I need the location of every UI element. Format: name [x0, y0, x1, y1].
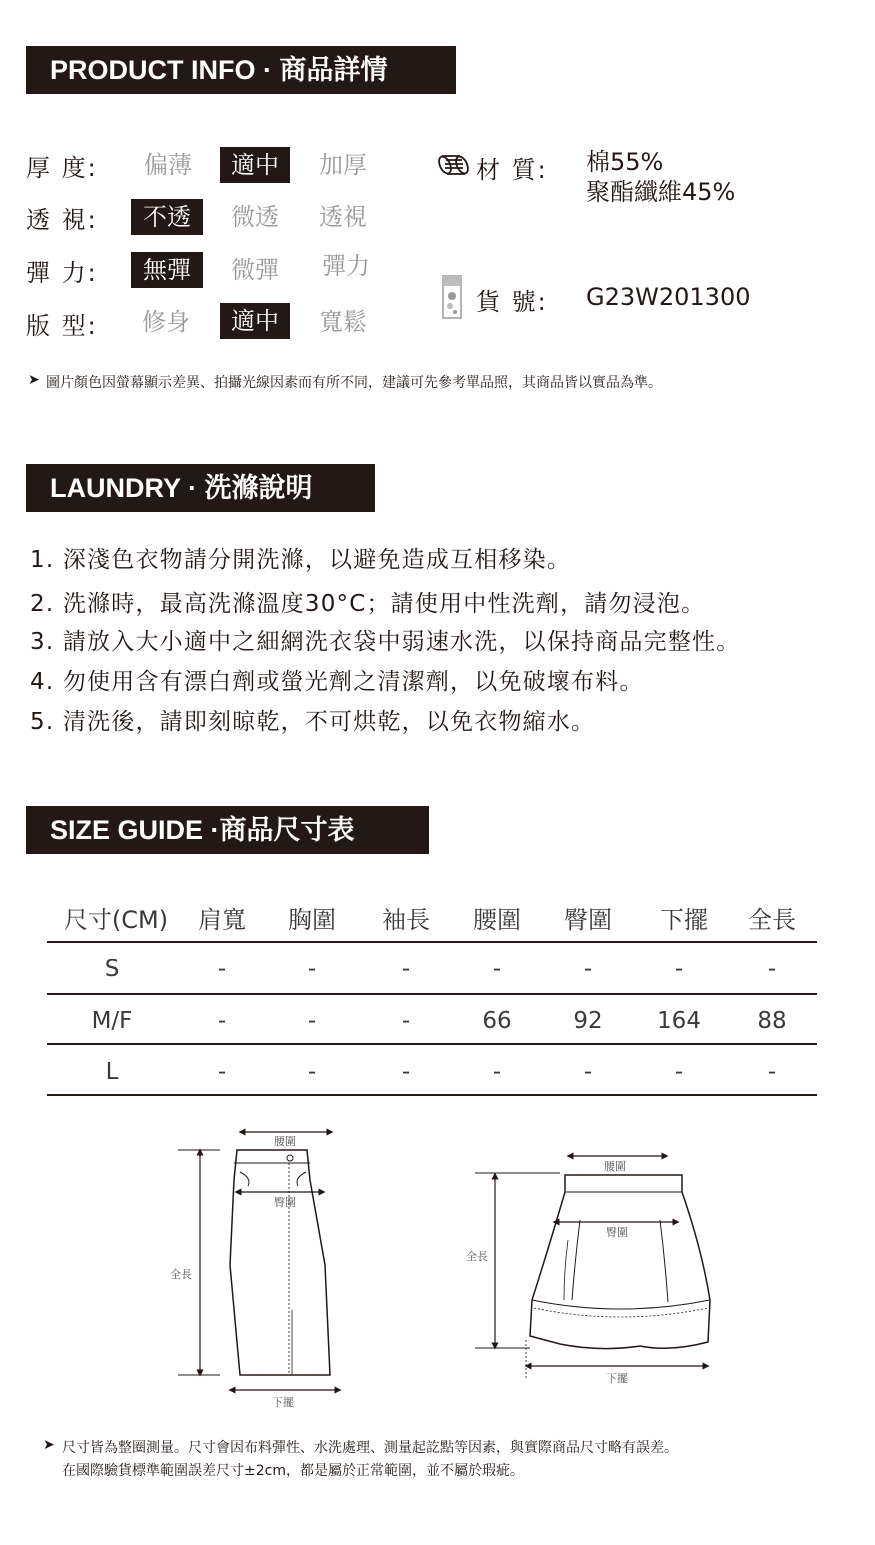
table-rule-header [47, 941, 817, 943]
col-header-size: 尺寸(CM) [63, 906, 169, 934]
option-opaque-selected: 不透 [131, 199, 203, 235]
cell-length: 88 [757, 1008, 787, 1034]
col-header-shoulder: 肩寬 [198, 906, 246, 934]
attr-label-thickness: 厚 度: [26, 154, 98, 182]
size-note-line-2: 在國際驗貨標準範圍誤差尺寸±2cm，都是屬於正常範圍，並不屬於瑕疵。 [62, 1463, 524, 1479]
attr-label-fit: 版 型: [26, 312, 98, 340]
diagram-label-hip: 臀圍 [606, 1226, 628, 1239]
cell-hip: 92 [573, 1008, 603, 1034]
diagram-label-hem: 下擺 [272, 1396, 294, 1409]
col-header-waist: 腰圍 [473, 906, 521, 934]
option-loose: 寬鬆 [319, 308, 367, 336]
table-rule-row2 [47, 1043, 817, 1045]
laundry-item-3: 3. 請放入大小適中之細網洗衣袋中弱速水洗，以保持商品完整性。 [30, 629, 741, 655]
diagram-label-length: 全長 [466, 1250, 488, 1263]
cell-hip: - [583, 956, 593, 982]
col-header-hip: 臀圍 [564, 906, 612, 934]
product-info-header: PRODUCT INFO · 商品詳情 [26, 46, 456, 94]
col-header-sleeve: 袖長 [382, 906, 430, 934]
tag-icon [440, 274, 464, 320]
size-note-line-1: 尺寸皆為整圈測量。尺寸會因布料彈性、水洗處理、測量起訖點等因素，與實際商品尺寸略有誤差。 [62, 1440, 678, 1456]
cell-shoulder: - [217, 956, 227, 982]
laundry-header: LAUNDRY · 洗滌說明 [26, 464, 375, 512]
option-slight-stretch: 微彈 [231, 256, 279, 284]
option-regular-selected: 適中 [220, 303, 290, 339]
option-sheer: 透視 [319, 203, 367, 231]
note-arrow-icon: ➤ [28, 372, 40, 388]
cell-waist: - [492, 956, 502, 982]
thread-spool-icon [436, 150, 472, 180]
cell-waist: - [492, 1059, 502, 1085]
item-no-label: 貨 號: [476, 288, 548, 316]
cell-length: - [767, 1059, 777, 1085]
option-thick: 加厚 [319, 151, 367, 179]
cell-chest: - [307, 956, 317, 982]
diagram-label-waist: 腰圍 [274, 1135, 296, 1148]
cell-hem: - [674, 956, 684, 982]
size-note-arrow-icon: ➤ [43, 1437, 55, 1453]
cell-shoulder: - [217, 1008, 227, 1034]
cell-sleeve: - [401, 956, 411, 982]
cell-hem: 164 [657, 1008, 701, 1034]
laundry-item-2: 2. 洗滌時，最高洗滌溫度30°C；請使用中性洗劑，請勿浸泡。 [30, 591, 706, 617]
cell-shoulder: - [217, 1059, 227, 1085]
option-slim: 修身 [142, 308, 190, 336]
option-medium-selected: 適中 [220, 147, 290, 183]
col-header-hem: 下擺 [660, 906, 708, 934]
option-no-stretch-selected: 無彈 [131, 252, 203, 288]
cell-hem: - [674, 1059, 684, 1085]
pencil-skirt-diagram [160, 1120, 370, 1420]
option-thin: 偏薄 [144, 151, 192, 179]
color-disclaimer-note: 圖片顏色因螢幕顯示差異、拍攝光線因素而有所不同，建議可先參考單品照，其商品皆以實品為準。 [46, 375, 662, 391]
table-rule-bottom [47, 1094, 817, 1096]
diagram-label-waist: 腰圍 [604, 1160, 626, 1173]
diagram-label-length: 全長 [170, 1268, 192, 1281]
cell-chest: - [307, 1008, 317, 1034]
col-header-chest: 胸圍 [288, 906, 336, 934]
attr-label-stretch: 彈 力: [26, 259, 98, 287]
cell-sleeve: - [401, 1059, 411, 1085]
laundry-item-5: 5. 清洗後，請即刻晾乾，不可烘乾，以免衣物縮水。 [30, 709, 596, 735]
col-header-length: 全長 [748, 906, 796, 934]
cell-size: S [104, 956, 120, 982]
cell-waist: 66 [482, 1008, 512, 1034]
cell-length: - [767, 956, 777, 982]
diagram-label-hem: 下擺 [606, 1372, 628, 1385]
laundry-item-4: 4. 勿使用含有漂白劑或螢光劑之清潔劑，以免破壞布料。 [30, 669, 644, 695]
diagram-label-hip: 臀圍 [274, 1196, 296, 1209]
cell-size: M/F [91, 1008, 133, 1034]
option-slightly-sheer: 微透 [231, 203, 279, 231]
a-line-skirt-diagram [460, 1140, 730, 1390]
laundry-item-1: 1. 深淺色衣物請分開洗滌，以避免造成互相移染。 [30, 547, 572, 573]
option-stretch: 彈力 [322, 252, 370, 280]
item-no-value: G23W201300 [586, 283, 751, 311]
cell-hip: - [583, 1059, 593, 1085]
attr-label-sheerness: 透 視: [26, 206, 98, 234]
material-label: 材 質: [476, 156, 548, 184]
cell-chest: - [307, 1059, 317, 1085]
cell-sleeve: - [401, 1008, 411, 1034]
size-guide-header: SIZE GUIDE ·商品尺寸表 [26, 806, 429, 854]
cell-size: L [105, 1059, 119, 1085]
material-value-polyester: 聚酯纖維45% [586, 178, 736, 206]
material-value-cotton: 棉55% [586, 148, 664, 176]
table-rule-row1 [47, 993, 817, 995]
